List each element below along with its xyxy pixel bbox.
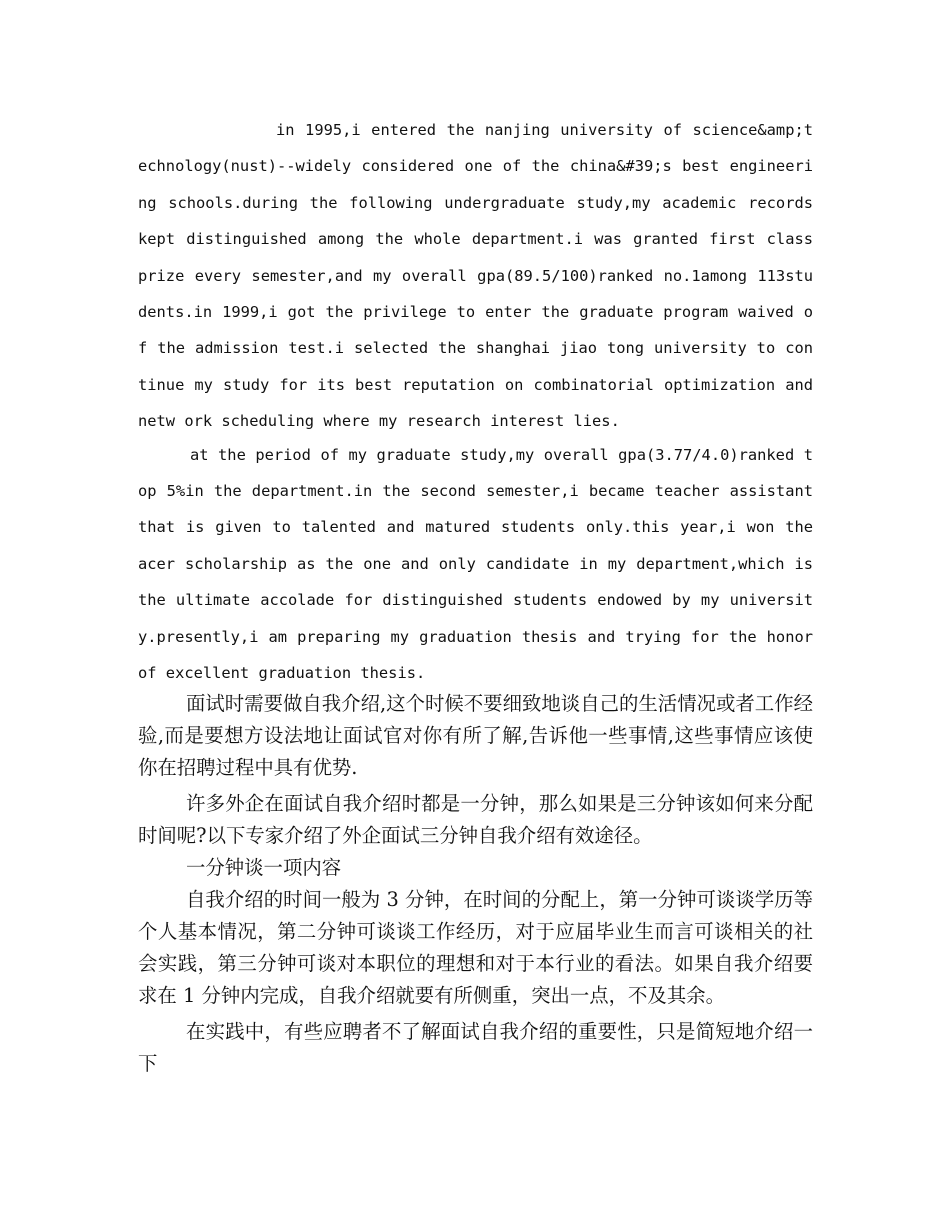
paragraph-education-history: in 1995,i entered the nanjing university of science&amp;technology(nust)--widely considered one of the china&#39;s best engineering schools.during the following undergraduate study,my academic records kept distinguished among the whole department.i was granted first class prize every semester,and my overall gpa(89.5/100)ranked no.1among 113students.in 1999,i got the privilege to enter the graduate program waived of the admission test.i selected the shanghai jiao tong university to continue my study for its best reputation on combinatorial optimization and netw ork scheduling where my research interest lies. <box>138 121 813 431</box>
paragraph-graduate-study: at the period of my graduate study,my overall gpa(3.77/4.0)ranked top 5%in the department.in the second semester,i became teacher assistant that is given to talented and matured students only.this year,i won the acer scholarship as the one and only candidate in my department,which is the ultimate accolade for distinguished students endowed by my university.presently,i am preparing my graduation thesis and trying for the honor of excellent graduation thesis. <box>138 445 813 683</box>
paragraph-three-minute-question: 许多外企在面试自我介绍时都是一分钟，那么如果是三分钟该如何来分配时间呢?以下专家介绍了外企面试三分钟自我介绍有效途径。 <box>138 791 813 847</box>
document-body <box>138 112 813 1080</box>
paragraph-practice: 在实践中，有些应聘者不了解面试自我介绍的重要性，只是简短地介绍一下 <box>138 1019 813 1075</box>
paragraph-self-intro-advice: 面试时需要做自我介绍,这个时候不要细致地谈自己的生活情况或者工作经验,而是要想方设法地让面试官对你有所了解,告诉他一些事情,这些事情应该使你在招聘过程中具有优势. <box>138 691 813 779</box>
paragraph-time-allocation: 自我介绍的时间一般为 3 分钟，在时间的分配上，第一分钟可谈谈学历等个人基本情况，第二分钟可谈谈工作经历，对于应届毕业生而言可谈相关的社会实践，第三分钟可谈对本职位的理想和对于本行业的看法。如果自我介绍要求在 1 分钟内完成，自我介绍就要有所侧重，突出一点，不及其余。 <box>138 887 813 1007</box>
section-heading-one-minute: 一分钟谈一项内容 <box>186 855 342 879</box>
